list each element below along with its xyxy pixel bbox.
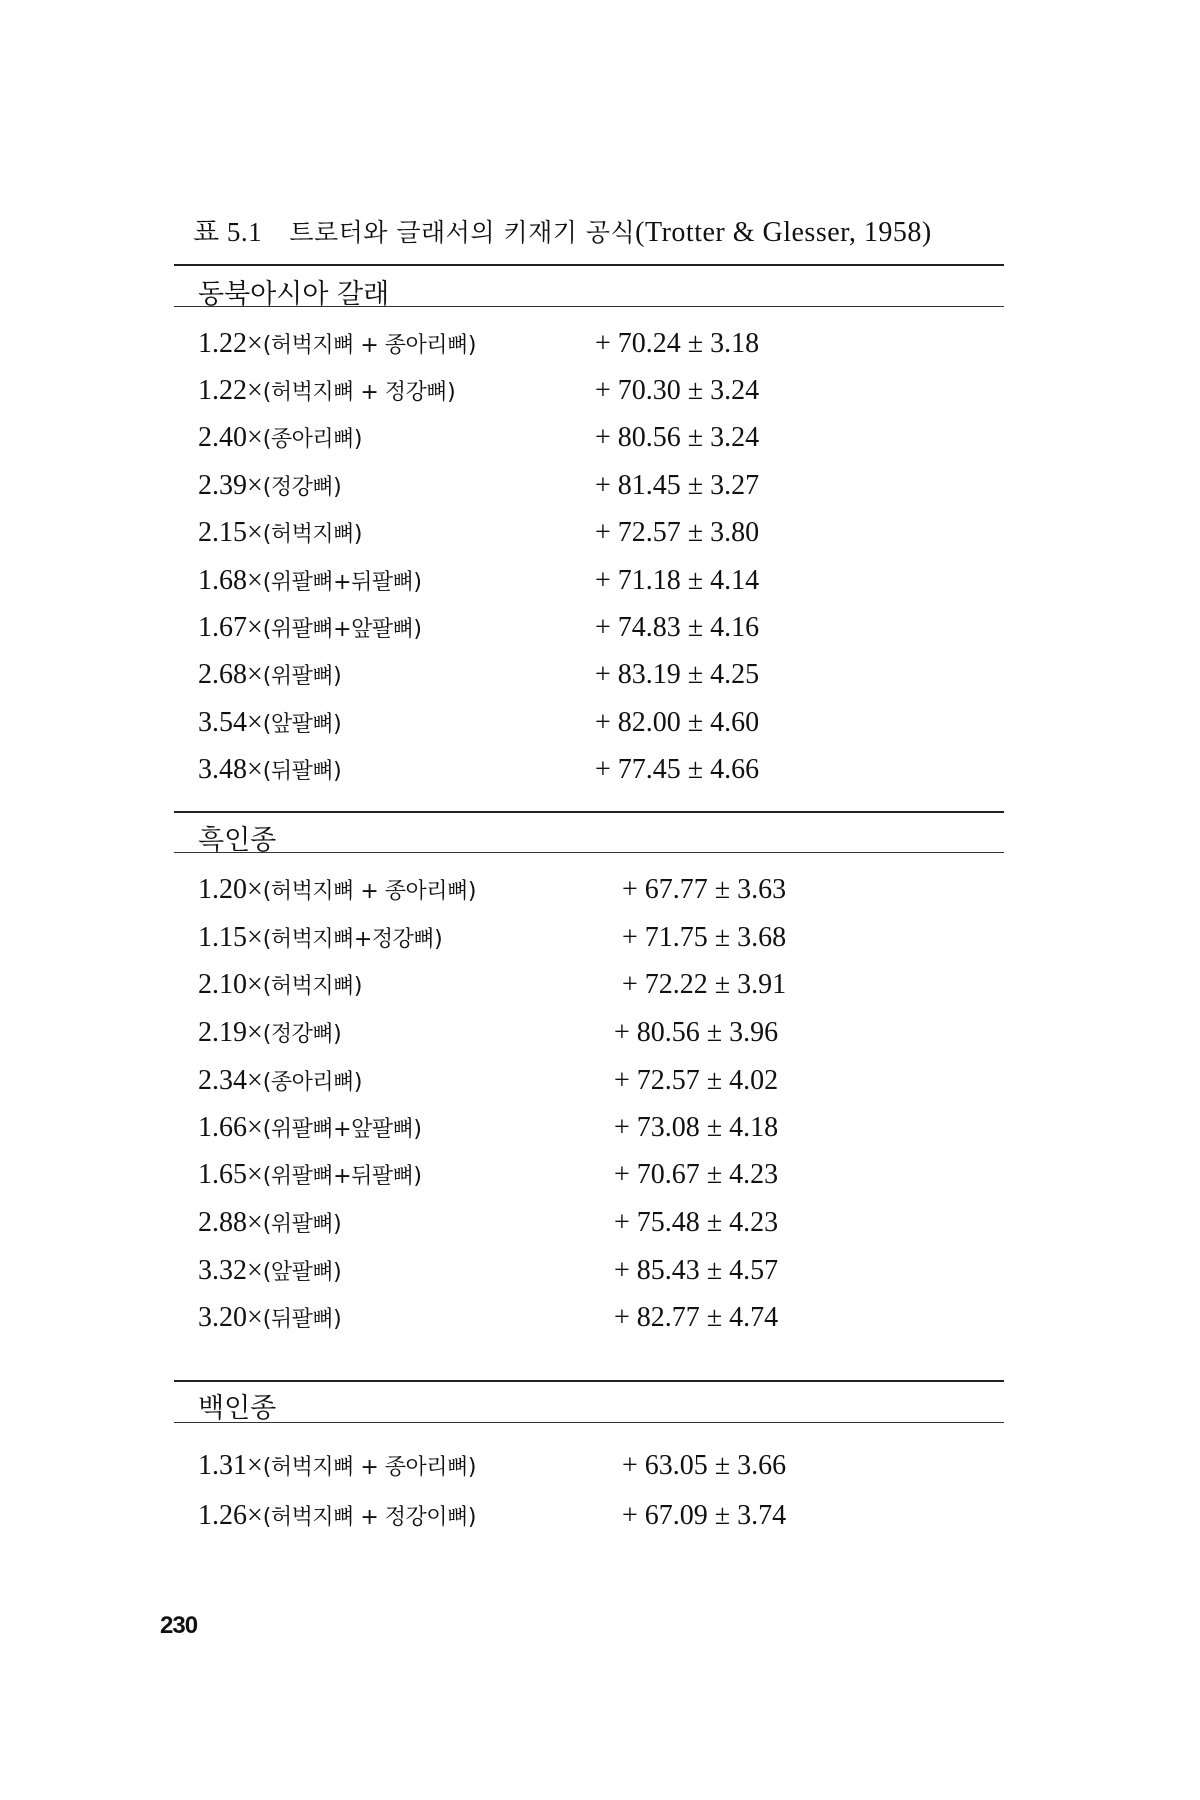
bone-name: (허벅지뼈 + 정강이뼈) [262, 1505, 476, 1530]
section-title-black: 흑인종 [198, 825, 277, 856]
coefficient: 3.32× [198, 1255, 263, 1286]
table-title: 트로터와 글래서의 키재기 공식 [289, 218, 636, 247]
table-row [0, 1065, 1200, 1109]
formula [198, 874, 476, 906]
table-source: (Trotter & Glesser, 1958) [635, 217, 932, 248]
formula [198, 1112, 421, 1144]
table-row [0, 754, 1200, 798]
bone-name: (앞팔뼈) [262, 1260, 342, 1285]
formula [198, 969, 362, 1001]
bone-name: (종아리뼈) [262, 427, 362, 452]
coefficient: 3.20× [198, 1302, 263, 1333]
constant-value: + 72.57 ± 3.80 [595, 517, 760, 548]
coefficient: 1.22× [198, 328, 263, 359]
constant-value: + 82.00 ± 4.60 [595, 707, 760, 738]
coefficient: 1.31× [198, 1450, 263, 1481]
table-row [0, 565, 1200, 609]
coefficient: 2.19× [198, 1017, 263, 1048]
constant-value: + 72.22 ± 3.91 [622, 969, 787, 1000]
constant-value: + 85.43 ± 4.57 [614, 1255, 779, 1286]
table-row [0, 612, 1200, 656]
formula [198, 707, 341, 739]
section-title-northeast-asian: 동북아시아 갈래 [198, 279, 390, 310]
constant-value: + 72.57 ± 4.02 [614, 1065, 779, 1096]
table-row [0, 517, 1200, 561]
bone-name: (뒤팔뼈) [262, 1307, 342, 1332]
constant-value: + 67.09 ± 3.74 [622, 1500, 787, 1531]
bone-name: (위팔뼈) [262, 664, 342, 689]
table-row [0, 1255, 1200, 1299]
table-row [0, 874, 1200, 918]
constant-value: + 75.48 ± 4.23 [614, 1207, 779, 1238]
constant-value: + 70.67 ± 4.23 [614, 1159, 779, 1190]
table-caption [193, 210, 932, 249]
table-row [0, 969, 1200, 1013]
bone-name: (앞팔뼈) [262, 712, 342, 737]
bone-name: (허벅지뼈) [262, 974, 362, 999]
constant-value: + 67.77 ± 3.63 [622, 874, 787, 905]
table-row [0, 328, 1200, 372]
bone-name: (정강뼈) [262, 475, 342, 500]
coefficient: 1.66× [198, 1112, 263, 1143]
bone-name: (위팔뼈+앞팔뼈) [262, 1117, 422, 1142]
coefficient: 1.67× [198, 612, 263, 643]
constant-value: + 74.83 ± 4.16 [595, 612, 760, 643]
table-row [0, 1207, 1200, 1251]
formula [198, 659, 341, 691]
section-top-rule [174, 1380, 1004, 1382]
formula [198, 922, 442, 954]
formula [198, 470, 341, 502]
page-number: 230 [160, 1612, 198, 1639]
table-row [0, 1450, 1200, 1494]
section-header-rule [174, 1422, 1004, 1423]
table-row [0, 1500, 1200, 1544]
bone-name: (허벅지뼈 + 종아리뼈) [262, 333, 476, 358]
coefficient: 2.15× [198, 517, 263, 548]
constant-value: + 77.45 ± 4.66 [595, 754, 760, 785]
table-row [0, 1017, 1200, 1061]
coefficient: 1.68× [198, 565, 263, 596]
bone-name: (허벅지뼈 + 정강뼈) [262, 380, 456, 405]
coefficient: 2.68× [198, 659, 263, 690]
section-top-rule [174, 264, 1004, 266]
formula [198, 517, 362, 549]
formula [198, 375, 455, 407]
table-label: 표 5.1 [193, 217, 263, 247]
coefficient: 2.40× [198, 422, 263, 453]
bone-name: (뒤팔뼈) [262, 759, 342, 784]
table-row [0, 422, 1200, 466]
formula [198, 1500, 476, 1532]
formula [198, 1255, 341, 1287]
formula [198, 1065, 362, 1097]
coefficient: 1.15× [198, 922, 263, 953]
constant-value: + 73.08 ± 4.18 [614, 1112, 779, 1143]
bone-name: (위팔뼈+앞팔뼈) [262, 617, 422, 642]
constant-value: + 70.24 ± 3.18 [595, 328, 760, 359]
formula [198, 1159, 421, 1191]
constant-value: + 82.77 ± 4.74 [614, 1302, 779, 1333]
coefficient: 1.65× [198, 1159, 263, 1190]
coefficient: 2.39× [198, 470, 263, 501]
formula [198, 1302, 341, 1334]
constant-value: + 70.30 ± 3.24 [595, 375, 760, 406]
table-row [0, 470, 1200, 514]
constant-value: + 71.75 ± 3.68 [622, 922, 787, 953]
table-row [0, 375, 1200, 419]
coefficient: 2.34× [198, 1065, 263, 1096]
section-header-rule [174, 306, 1004, 307]
coefficient: 2.88× [198, 1207, 263, 1238]
formula [198, 328, 476, 360]
bone-name: (정강뼈) [262, 1022, 342, 1047]
bone-name: (종아리뼈) [262, 1070, 362, 1095]
bone-name: (허벅지뼈 + 종아리뼈) [262, 879, 476, 904]
section-top-rule [174, 811, 1004, 813]
bone-name: (위팔뼈+뒤팔뼈) [262, 1164, 422, 1189]
formula [198, 754, 341, 786]
constant-value: + 81.45 ± 3.27 [595, 470, 760, 501]
bone-name: (허벅지뼈 + 종아리뼈) [262, 1455, 476, 1480]
coefficient: 2.10× [198, 969, 263, 1000]
constant-value: + 71.18 ± 4.14 [595, 565, 760, 596]
table-row [0, 1159, 1200, 1203]
coefficient: 3.54× [198, 707, 263, 738]
bone-name: (허벅지뼈) [262, 522, 362, 547]
bone-name: (허벅지뼈+정강뼈) [262, 927, 443, 952]
bone-name: (위팔뼈+뒤팔뼈) [262, 570, 422, 595]
constant-value: + 83.19 ± 4.25 [595, 659, 760, 690]
table-row [0, 1302, 1200, 1346]
formula [198, 422, 362, 454]
section-header-rule [174, 852, 1004, 853]
formula [198, 612, 421, 644]
constant-value: + 80.56 ± 3.24 [595, 422, 760, 453]
formula [198, 1017, 341, 1049]
coefficient: 1.26× [198, 1500, 263, 1531]
coefficient: 3.48× [198, 754, 263, 785]
formula [198, 565, 421, 597]
table-row [0, 707, 1200, 751]
constant-value: + 63.05 ± 3.66 [622, 1450, 787, 1481]
coefficient: 1.20× [198, 874, 263, 905]
formula [198, 1207, 341, 1239]
constant-value: + 80.56 ± 3.96 [614, 1017, 779, 1048]
table-row [0, 659, 1200, 703]
section-title-white: 백인종 [198, 1393, 277, 1424]
table-row [0, 922, 1200, 966]
bone-name: (위팔뼈) [262, 1212, 342, 1237]
table-row [0, 1112, 1200, 1156]
formula [198, 1450, 476, 1482]
coefficient: 1.22× [198, 375, 263, 406]
